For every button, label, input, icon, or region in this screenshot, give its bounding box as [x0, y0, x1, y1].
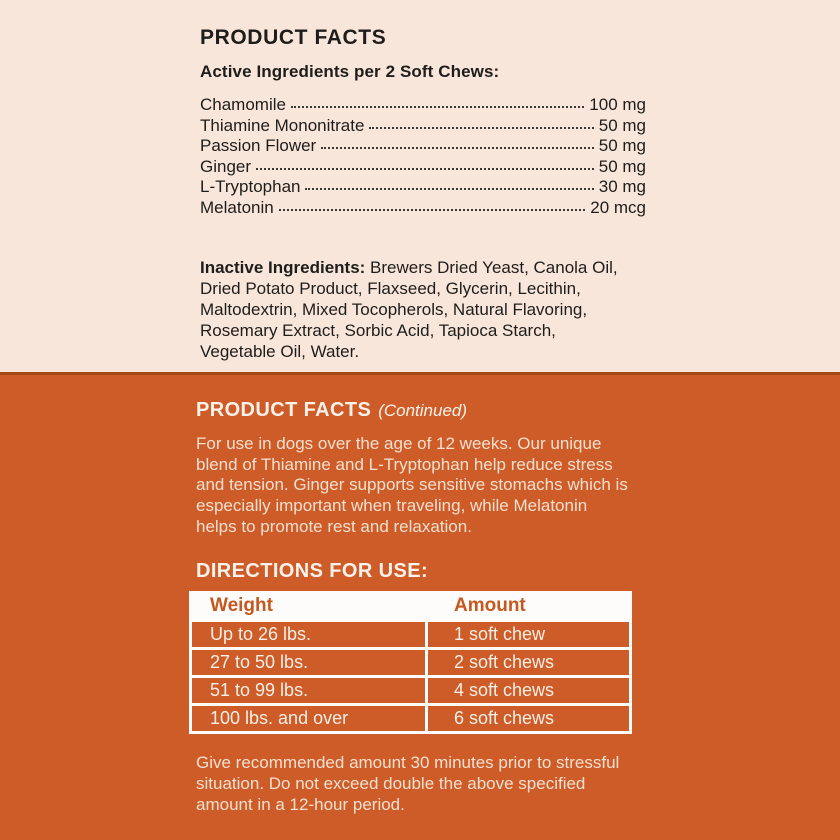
- amount-cell: 6 soft chews: [428, 706, 629, 731]
- text-line: amount in a 12-hour period.: [196, 794, 405, 814]
- table-header-weight: Weight: [192, 594, 425, 619]
- inactive-ingredients-label: Inactive Ingredients:: [200, 257, 366, 277]
- text-line: Maltodextrin, Mixed Tocopherols, Natural Flavoring,: [200, 299, 588, 319]
- weight-cell: Up to 26 lbs.: [192, 622, 425, 647]
- ingredient-amount: 30 mg: [598, 177, 646, 197]
- text-line: blend of Thiamine and L-Tryptophan help reduce stress: [196, 454, 613, 474]
- weight-cell: 27 to 50 lbs.: [192, 650, 425, 675]
- amount-cell: 1 soft chew: [428, 622, 629, 647]
- product-facts-section: [0, 0, 840, 372]
- dosage-note: [196, 752, 666, 815]
- ingredient-name: Thiamine Mononitrate: [200, 115, 365, 135]
- dot-leader: [369, 127, 593, 129]
- inactive-ingredients-first-line: Brewers Dried Yeast, Canola Oil,: [365, 257, 618, 277]
- ingredient-amount: 100 mg: [589, 95, 646, 115]
- ingredient-name: Ginger: [200, 156, 252, 176]
- ingredient-row: [200, 157, 646, 178]
- inactive-ingredients-lines: [200, 278, 652, 362]
- ingredient-row: [200, 198, 646, 219]
- text-line: especially important when traveling, while Melatonin: [196, 496, 588, 516]
- product-facts-continued-title: [196, 400, 840, 421]
- weight-cell: 51 to 99 lbs.: [192, 678, 425, 703]
- active-ingredients-list: [200, 95, 646, 219]
- dot-leader: [256, 168, 594, 170]
- directions-table: [189, 591, 632, 734]
- product-facts-continued-section: [0, 372, 840, 840]
- dot-leader: [305, 188, 593, 190]
- text-line: Dried Potato Product, Flaxseed, Glycerin, Lecithin,: [200, 278, 581, 298]
- table-header-amount: Amount: [428, 594, 629, 619]
- amount-cell: 2 soft chews: [428, 650, 629, 675]
- ingredient-amount: 50 mg: [598, 136, 646, 156]
- ingredient-row: [200, 116, 646, 137]
- ingredient-amount: 50 mg: [598, 115, 646, 135]
- text-line: helps to promote rest and relaxation.: [196, 516, 472, 536]
- ingredient-row: [200, 136, 646, 157]
- continued-suffix: (Continued): [378, 401, 468, 420]
- inactive-ingredients: [200, 257, 652, 362]
- ingredient-name: Chamomile: [200, 95, 286, 115]
- text-line: and tension. Ginger supports sensitive stomachs which is: [196, 475, 628, 495]
- ingredient-amount: 50 mg: [598, 156, 646, 176]
- ingredient-row: [200, 177, 646, 198]
- text-line: For use in dogs over the age of 12 weeks. Our unique: [196, 434, 602, 453]
- dot-leader: [279, 209, 586, 211]
- ingredient-name: Passion Flower: [200, 136, 317, 156]
- usage-description: [196, 434, 666, 538]
- active-ingredients-subtitle: Active Ingredients per 2 Soft Chews:: [200, 62, 500, 82]
- dot-leader: [321, 147, 594, 149]
- directions-title: DIRECTIONS FOR USE:: [196, 559, 429, 582]
- dot-leader: [291, 106, 584, 108]
- text-line: [200, 257, 652, 278]
- product-facts-title: PRODUCT FACTS: [200, 26, 387, 49]
- ingredient-amount: 20 mcg: [590, 198, 646, 218]
- text-line: Vegetable Oil, Water.: [200, 341, 360, 361]
- weight-cell: 100 lbs. and over: [192, 706, 425, 731]
- text-line: situation. Do not exceed double the above specified: [196, 773, 586, 793]
- continued-title-text: PRODUCT FACTS: [196, 399, 372, 421]
- ingredient-name: L-Tryptophan: [200, 177, 301, 197]
- ingredient-row: [200, 95, 646, 116]
- amount-cell: 4 soft chews: [428, 678, 629, 703]
- ingredient-name: Melatonin: [200, 198, 274, 218]
- text-line: Rosemary Extract, Sorbic Acid, Tapioca Starch,: [200, 320, 556, 340]
- text-line: Give recommended amount 30 minutes prior to stressful: [196, 752, 620, 772]
